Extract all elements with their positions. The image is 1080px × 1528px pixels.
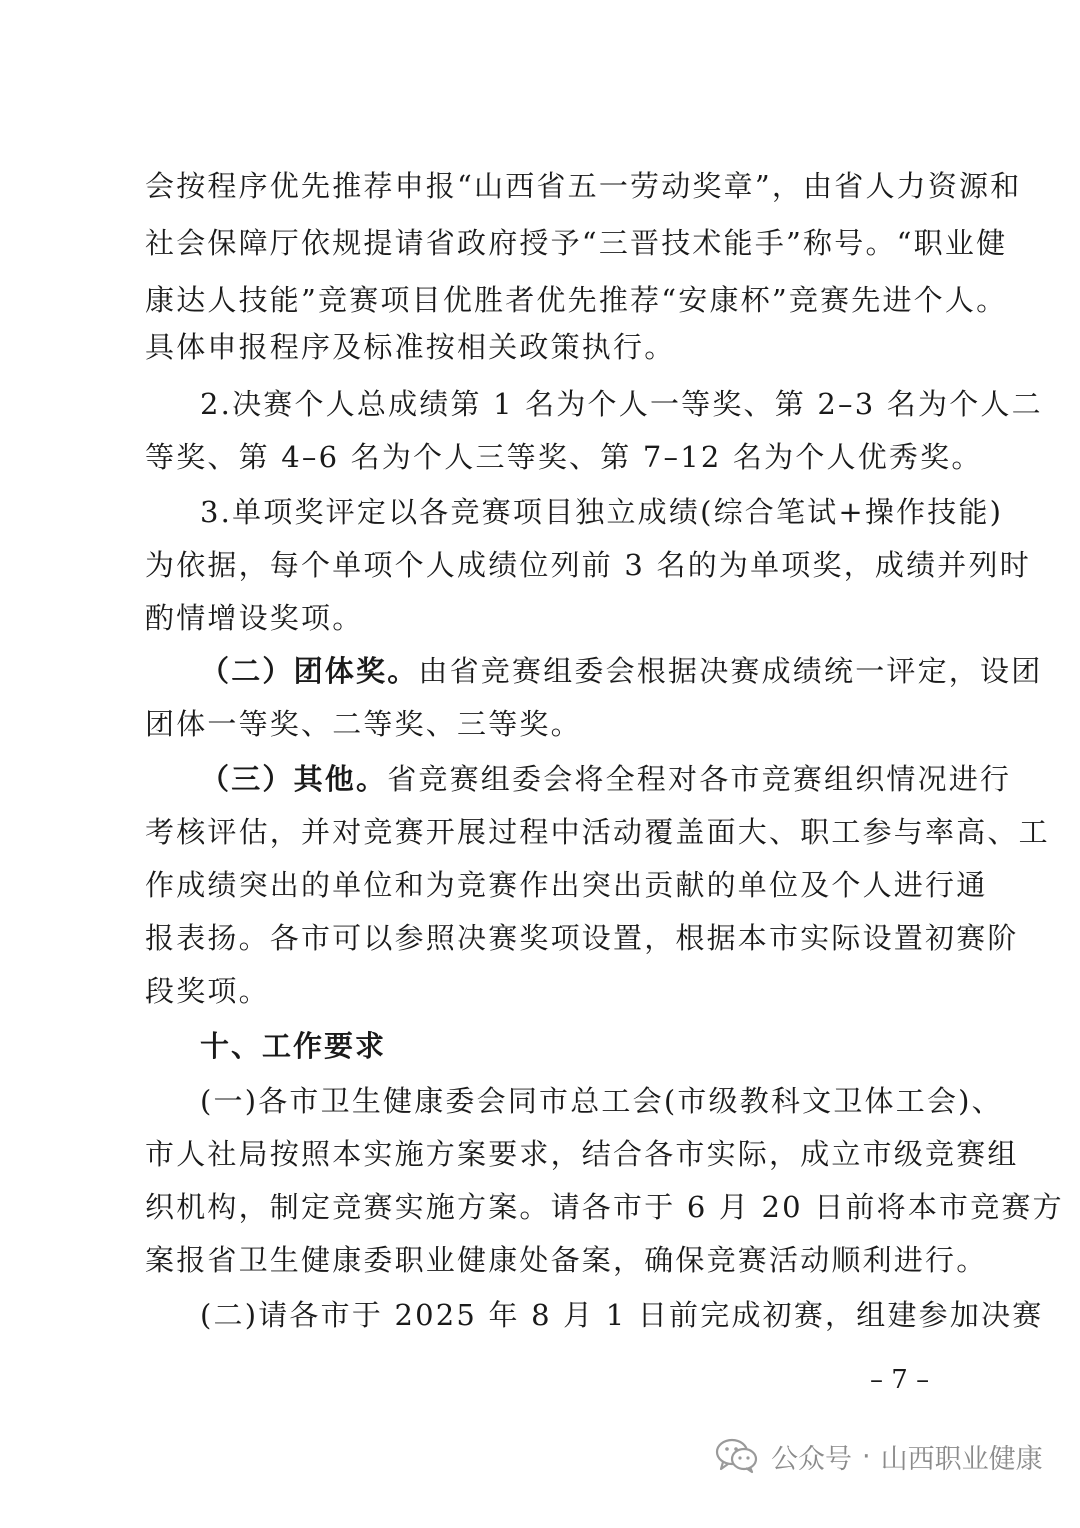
paragraph-line: 市人社局按照本实施方案要求，结合各市实际，成立市级竞赛组 — [145, 1137, 1019, 1171]
paragraph-line: 3.单项奖评定以各竞赛项目独立成绩(综合笔试+操作技能) — [200, 495, 1004, 529]
paragraph-line: 具体申报程序及标准按相关政策执行。 — [145, 330, 676, 364]
watermark-account: 山西职业健康 — [880, 1443, 1043, 1475]
team-award-line — [200, 651, 1043, 691]
wechat-watermark — [715, 1432, 1043, 1480]
paragraph-line: 等奖、第 4–6 名为个人三等奖、第 7–12 名为个人优秀奖。 — [145, 440, 983, 474]
paragraph-line: 报表扬。各市可以参照决赛奖项设置，根据本市实际设置初赛阶 — [145, 921, 1019, 955]
paragraph-line: 织机构，制定竞赛实施方案。请各市于 6 月 20 日前将本市竞赛方 — [145, 1190, 1064, 1224]
paragraph-line: 康达人技能”竞赛项目优胜者优先推荐“安康杯”竞赛先进个人。 — [145, 283, 1008, 317]
paragraph-line: 为依据，每个单项个人成绩位列前 3 名的为单项奖，成绩并列时 — [145, 548, 1031, 582]
paragraph-line: 团体一等奖、二等奖、三等奖。 — [145, 707, 582, 741]
paragraph-line: 考核评估，并对竞赛开展过程中活动覆盖面大、职工参与率高、工 — [145, 815, 1050, 849]
wechat-icon — [715, 1438, 759, 1474]
paragraph-line: 段奖项。 — [145, 974, 270, 1008]
paragraph-line: 案报省卫生健康委职业健康处备案，确保竞赛活动顺利进行。 — [145, 1243, 988, 1277]
team-award-label: （二）团体奖。 — [200, 654, 419, 688]
other-label: （三）其他。 — [200, 762, 388, 796]
page-number: – 7 – — [870, 1365, 930, 1395]
team-award-text: 由省竞赛组委会根据决赛成绩统一评定，设团 — [418, 654, 1043, 688]
paragraph-line: (二)请各市于 2025 年 8 月 1 日前完成初赛，组建参加决赛 — [200, 1298, 1044, 1332]
paragraph-line: 2.决赛个人总成绩第 1 名为个人一等奖、第 2–3 名为个人二 — [200, 387, 1043, 421]
paragraph-line: (一)各市卫生健康委会同市总工会(市级教科文卫体工会)、 — [200, 1084, 1003, 1118]
watermark-prefix: 公众号 — [771, 1443, 852, 1475]
other-line — [200, 759, 1012, 799]
paragraph-line: 作成绩突出的单位和为竞赛作出突出贡献的单位及个人进行通 — [145, 868, 988, 902]
paragraph-line: 酌情增设奖项。 — [145, 601, 364, 635]
other-text: 省竞赛组委会将全程对各市竞赛组织情况进行 — [387, 762, 1012, 796]
paragraph-line: 会按程序优先推荐申报“山西省五一劳动奖章”，由省人力资源和 — [145, 169, 1022, 203]
section-heading: 十、工作要求 — [200, 1029, 387, 1063]
paragraph-line: 社会保障厅依规提请省政府授予“三晋技术能手”称号。“职业健 — [145, 226, 1008, 260]
watermark-separator: · — [862, 1440, 871, 1472]
